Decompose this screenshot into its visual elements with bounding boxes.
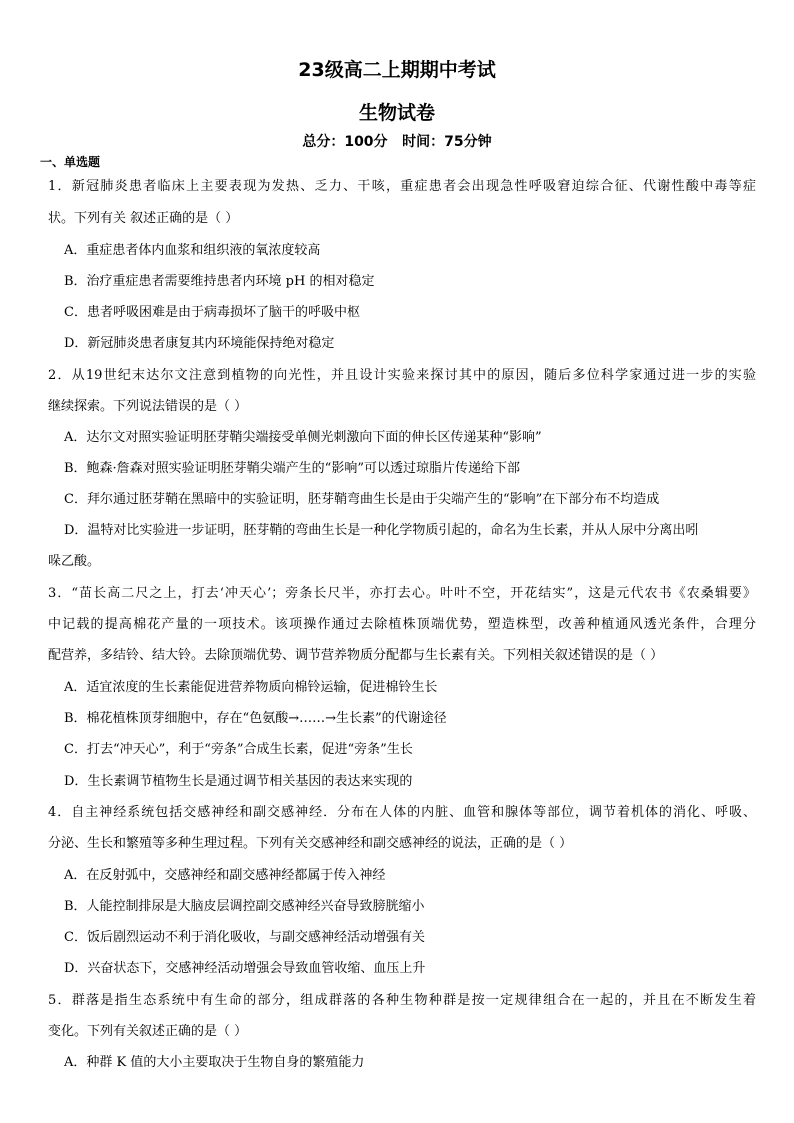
question-2-option-c[interactable]: C．拜尔通过胚芽鞘在黑暗中的实验证明，胚芽鞘弯曲生长是由于尖端产生的“影响”在下部分布不均造成 xyxy=(64,492,660,507)
question-3-option-c[interactable]: C．打去“冲天心”，利于“旁条”合成生长素，促进“旁条”生长 xyxy=(64,742,413,757)
question-3-option-d[interactable]: D．生长素调节植物生长是通过调节相关基因的表达来实现的 xyxy=(64,774,413,789)
question-2-option-d-continued: 哚乙酸。 xyxy=(48,554,101,569)
question-3-stem-line-1: 3．“苗长高二尺之上，打去‘冲天心’；旁条长尺半，亦打去心。叶叶不空，开花结实”，这是元代农书《农桑辑要》 xyxy=(48,586,756,601)
question-4-option-d[interactable]: D．兴奋状态下，交感神经活动增强会导致血管收缩、血压上升 xyxy=(64,961,426,976)
question-4-option-a[interactable]: A．在反射弧中，交感神经和副交感神经都属于传入神经 xyxy=(64,868,386,883)
question-4-stem-line-2: 分泌、生长和繁殖等多种生理过程。下列有关交感神经和副交感神经的说法，正确的是（ ） xyxy=(48,836,573,851)
question-2-option-d[interactable]: D．温特对比实验进一步证明，胚芽鞘的弯曲生长是一种化学物质引起的，命名为生长素，并从人尿中分离出吲 xyxy=(64,523,699,538)
question-2-stem-line-2: 继续探索。下列说法错误的是（ ） xyxy=(48,399,248,414)
question-4-stem-line-1: 4．自主神经系统包括交感神经和副交感神经．分布在人体的内脏、血管和腺体等部位，调节着机体的消化、呼吸、 xyxy=(48,805,756,820)
exam-meta: 总分：100分 时间：75分钟 xyxy=(302,134,492,150)
question-4-option-c[interactable]: C．饭后剧烈运动不利于消化吸收，与副交感神经活动增强有关 xyxy=(64,930,425,945)
question-3-option-b[interactable]: B．棉花植株顶芽细胞中，存在“色氨酸→……→生长素”的代谢途径 xyxy=(64,711,447,726)
question-4-option-b[interactable]: B．人能控制排尿是大脑皮层调控副交感神经兴奋导致膀胱缩小 xyxy=(64,899,425,914)
question-1-option-b[interactable]: B．治疗重症患者需要维持患者内环境 pH 的相对稳定 xyxy=(64,274,375,289)
question-1-stem-line-2: 状。下列有关 叙述正确的是（ ） xyxy=(48,211,239,226)
question-2-option-a[interactable]: A．达尔文对照实验证明胚芽鞘尖端接受单侧光刺激向下面的伸长区传递某种“影响” xyxy=(64,430,542,445)
exam-subtitle: 生物试卷 xyxy=(358,102,435,124)
question-5-stem-line-2: 变化。下列有关叙述正确的是（ ） xyxy=(48,1024,248,1039)
question-3-option-a[interactable]: A．适宜浓度的生长素能促进营养物质向棉铃运输，促进棉铃生长 xyxy=(64,680,438,695)
question-5-option-a[interactable]: A．种群 K 值的大小主要取决于生物自身的繁殖能力 xyxy=(64,1055,365,1070)
question-3-stem-line-2: 中记载的提高棉花产量的一项技术。该项操作通过去除植株顶端优势，塑造株型，改善种植通风透光条件，合理分 xyxy=(48,617,756,632)
question-1-option-d[interactable]: D．新冠肺炎患者康复其内环境能保持绝对稳定 xyxy=(64,336,335,351)
question-3-stem-line-3: 配营养，多结铃、结大铃。去除顶端优势、调节营养物质分配都与生长素有关。下列相关叙述错误的是（ ） xyxy=(48,648,664,663)
question-1-option-c[interactable]: C．患者呼吸困难是由于病毒损坏了脑干的呼吸中枢 xyxy=(64,305,360,320)
exam-title: 23级高二上期期中考试 xyxy=(298,59,496,81)
question-5-stem-line-1: 5．群落是指生态系统中有生命的部分，组成群落的各种生物种群是按一定规律组合在一起的，并且在不断发生着 xyxy=(48,993,756,1008)
question-2-stem-line-1: 2．从19世纪末达尔文注意到植物的向光性，并且设计实验来探讨其中的原因，随后多位科学家通过进一步的实验 xyxy=(48,368,756,383)
question-2-option-b[interactable]: B．鲍森·詹森对照实验证明胚芽鞘尖端产生的“影响”可以透过琼脂片传递给下部 xyxy=(64,461,520,476)
section-heading: 一、单选题 xyxy=(40,155,101,169)
question-1-stem-line-1: 1．新冠肺炎患者临床上主要表现为发热、乏力、干咳，重症患者会出现急性呼吸窘迫综合征、代谢性酸中毒等症 xyxy=(48,179,756,194)
question-1-option-a[interactable]: A．重症患者体内血浆和组织液的氧浓度较高 xyxy=(64,243,321,258)
